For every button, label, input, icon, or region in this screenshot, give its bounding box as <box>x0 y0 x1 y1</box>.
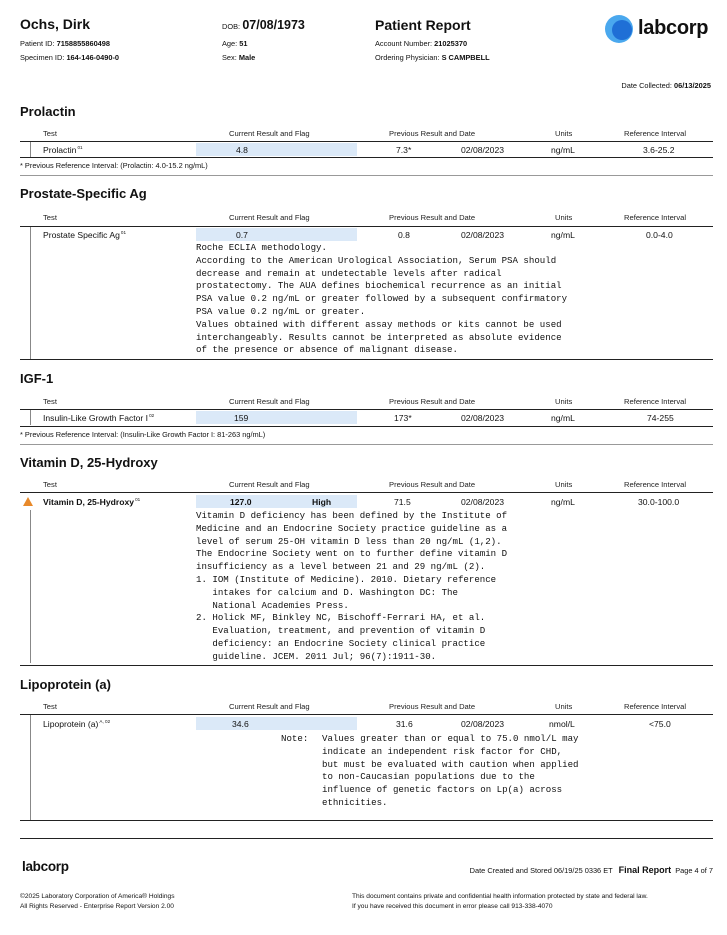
test-name-igf1 <box>43 413 154 423</box>
date-collected <box>621 81 711 90</box>
dob: 07/08/1973 <box>242 18 305 32</box>
col-header-units: Units <box>555 213 573 222</box>
dob-label: DOB: <box>222 22 241 31</box>
result-highlight <box>196 228 357 241</box>
age: 51 <box>239 39 248 48</box>
test-footnote-ref: 01 <box>77 145 83 151</box>
test-footnote-ref: 02 <box>149 413 155 419</box>
test-footnote-ref: 01 <box>135 497 141 503</box>
previous-result: 0.8 <box>398 230 410 240</box>
section-title-igf1: IGF-1 <box>20 371 54 386</box>
test-name-text: Insulin-Like Growth Factor I <box>43 413 149 423</box>
divider <box>20 426 713 427</box>
col-header-current: Current Result and Flag <box>229 129 310 138</box>
previous-reference-footnote: * Previous Reference Interval: (Insulin-Like Growth Factor I: 81-263 ng/mL) <box>20 430 266 439</box>
result-highlight <box>196 717 357 730</box>
previous-result: 7.3* <box>396 145 412 155</box>
account-label: Account Number: <box>375 39 433 48</box>
result-comment: Vitamin D deficiency has been defined by the Institute of Medicine and an Endocrine Society practice guideline as a level of serum 25-OH vitamin D less than 20 ng/mL (1,2). The Endocrine Society went on to further define vitamin D insufficiency as a level between 21 and 29 ng/mL (2). 1. IOM (Institute of Medicine). 2010. Dietary reference intakes for calcium and D. Washington DC: The National Academies Press. 2. Holick MF, Binkley NC, Bischoff-Ferrari HA, et al. Evaluation, treatment, and prevention of vitamin D deficiency: an Endocrine Society clinical practice guideline. JCEM. 2011 Jul; 96(7):1911-30. <box>196 510 508 662</box>
row-marker-line <box>30 410 31 425</box>
col-header-reference: Reference Interval <box>624 397 687 406</box>
date-created: 06/19/25 0336 ET <box>553 866 613 875</box>
test-name-psa <box>43 230 126 240</box>
col-header-units: Units <box>555 480 573 489</box>
previous-date: 02/08/2023 <box>461 145 505 155</box>
result-comment: Roche ECLIA methodology. According to the American Urological Association, Serum PSA should decrease and remain at undetectable levels after radical prostatectomy. The AUA defines biochemical recurrence as an initial PSA value 0.2 ng/mL or greater followed by a subsequent confirmatory PSA value 0.2 ng/mL or greater. Values obtained with different assay methods or kits cannot be used interchangeably. Results cannot be interpreted as absolute evidence of the presence or absence of malignant disease. <box>196 242 568 356</box>
divider <box>20 226 713 227</box>
specimen-id-row <box>20 53 119 62</box>
col-header-previous: Previous Result and Date <box>389 213 476 222</box>
report-title: Patient Report <box>375 17 471 33</box>
section-divider <box>20 444 713 445</box>
previous-date: 02/08/2023 <box>461 413 505 423</box>
divider <box>20 157 713 158</box>
patient-id: 7158855860498 <box>56 39 111 48</box>
previous-result: 173* <box>394 413 412 423</box>
test-footnote-ref: 01 <box>120 230 127 236</box>
test-footnote-ref: A, 02 <box>99 719 111 725</box>
previous-date: 02/08/2023 <box>461 719 505 729</box>
specimen-id: 164-146-0490-0 <box>66 53 120 62</box>
section-title-vitamin-d: Vitamin D, 25-Hydroxy <box>20 455 158 470</box>
section-divider <box>20 175 713 176</box>
col-header-test: Test <box>43 702 57 711</box>
result-highlight <box>196 411 357 424</box>
divider <box>20 409 713 410</box>
previous-result: 31.6 <box>396 719 413 729</box>
labcorp-logo <box>605 15 715 45</box>
col-header-test: Test <box>43 480 57 489</box>
col-header-current: Current Result and Flag <box>229 702 310 711</box>
col-header-test: Test <box>43 129 57 138</box>
footer-copyright: ©2025 Laboratory Corporation of America® Holdings <box>20 893 175 900</box>
final-report-label: Final Report <box>618 865 672 875</box>
date-collected-value: 06/13/2025 <box>674 81 711 90</box>
sex: Male <box>238 53 256 62</box>
test-name-text: Prostate Specific Ag <box>43 230 120 240</box>
logo-text: labcorp <box>638 17 709 39</box>
units: ng/mL <box>551 497 575 507</box>
section-title-prolactin: Prolactin <box>20 104 76 119</box>
physician: S CAMPBELL <box>441 53 490 62</box>
footer-privacy-notice: This document contains private and confidential health information protected by state and federal law. <box>352 893 648 900</box>
reference-interval: 3.6-25.2 <box>643 145 675 155</box>
date-collected-label: Date Collected: <box>621 81 672 90</box>
divider <box>20 665 713 666</box>
result-highlight <box>196 143 357 156</box>
labcorp-logo-inner <box>612 20 632 40</box>
units: ng/mL <box>551 145 575 155</box>
current-result: 4.8 <box>236 145 248 155</box>
units: nmol/L <box>549 719 575 729</box>
reference-interval: 0.0-4.0 <box>646 230 673 240</box>
units: ng/mL <box>551 230 575 240</box>
col-header-previous: Previous Result and Date <box>389 129 476 138</box>
col-header-reference: Reference Interval <box>624 129 687 138</box>
page-number: Page 4 of 7 <box>675 866 713 875</box>
date-created-label: Date Created and Stored <box>469 866 552 875</box>
divider <box>20 492 713 493</box>
current-result: 0.7 <box>236 230 248 240</box>
col-header-previous: Previous Result and Date <box>389 480 476 489</box>
units: ng/mL <box>551 413 575 423</box>
sex-row <box>222 53 255 62</box>
result-comment: Values greater than or equal to 75.0 nmol/L may indicate an independent risk factor for CHD, but must be evaluated with caution when applied to non-Caucasian populations due to the influence of genetic factors on Lp(a) across ethnicities. <box>322 733 579 808</box>
col-header-units: Units <box>555 702 573 711</box>
footer-rights: All Rights Reserved - Enterprise Report Version 2.00 <box>20 903 174 910</box>
section-title-psa: Prostate-Specific Ag <box>20 186 147 201</box>
sex-label: Sex: <box>222 53 237 62</box>
row-marker-line <box>30 142 31 157</box>
divider <box>20 714 713 715</box>
previous-date: 02/08/2023 <box>461 230 505 240</box>
current-result: 34.6 <box>232 719 249 729</box>
account-number: 21025370 <box>434 39 468 48</box>
result-highlight <box>196 495 357 508</box>
row-marker-line <box>30 715 31 820</box>
specimen-id-label: Specimen ID: <box>20 53 65 62</box>
account-row <box>375 39 467 48</box>
test-name-lipoprotein <box>43 719 110 729</box>
result-flag-high: High <box>312 497 332 507</box>
age-label: Age: <box>222 39 238 48</box>
dob-row <box>222 18 305 32</box>
previous-date: 02/08/2023 <box>461 497 505 507</box>
patient-id-label: Patient ID: <box>20 39 55 48</box>
col-header-units: Units <box>555 397 573 406</box>
patient-id-row <box>20 39 110 48</box>
test-name-vitamin-d <box>43 497 140 507</box>
col-header-current: Current Result and Flag <box>229 213 310 222</box>
warning-triangle-icon <box>23 497 33 506</box>
current-result: 127.0 <box>230 497 252 507</box>
reference-interval: <75.0 <box>649 719 671 729</box>
current-result: 159 <box>234 413 249 423</box>
row-marker-line <box>30 227 31 359</box>
col-header-previous: Previous Result and Date <box>389 702 476 711</box>
col-header-reference: Reference Interval <box>624 480 687 489</box>
divider <box>20 359 713 360</box>
reference-interval: 74-255 <box>647 413 674 423</box>
row-marker-line <box>30 510 31 663</box>
col-header-reference: Reference Interval <box>624 213 687 222</box>
physician-row <box>375 53 490 62</box>
col-header-units: Units <box>555 129 573 138</box>
test-name-text: Vitamin D, 25-Hydroxy <box>43 497 135 507</box>
previous-result: 71.5 <box>394 497 411 507</box>
divider <box>20 141 713 142</box>
divider <box>20 820 713 821</box>
test-name-prolactin <box>43 145 83 155</box>
footer-logo: labcorp <box>22 859 69 874</box>
footer-divider <box>20 838 713 839</box>
col-header-reference: Reference Interval <box>624 702 687 711</box>
footer-report-info <box>470 865 713 875</box>
age-row <box>222 39 248 48</box>
note-label: Note: <box>281 733 309 744</box>
previous-reference-footnote: * Previous Reference Interval: (Prolactin: 4.0-15.2 ng/mL) <box>20 161 208 170</box>
col-header-test: Test <box>43 213 57 222</box>
test-name-text: Prolactin <box>43 145 77 155</box>
patient-name: Ochs, Dirk <box>20 16 91 32</box>
col-header-current: Current Result and Flag <box>229 397 310 406</box>
reference-interval: 30.0-100.0 <box>638 497 680 507</box>
section-title-lipoprotein: Lipoprotein (a) <box>20 677 111 692</box>
col-header-current: Current Result and Flag <box>229 480 310 489</box>
test-name-text: Lipoprotein (a) <box>43 719 99 729</box>
footer-error-contact: If you have received this document in error please call 913-338-4070 <box>352 903 553 910</box>
col-header-previous: Previous Result and Date <box>389 397 476 406</box>
physician-label: Ordering Physician: <box>375 53 440 62</box>
col-header-test: Test <box>43 397 57 406</box>
